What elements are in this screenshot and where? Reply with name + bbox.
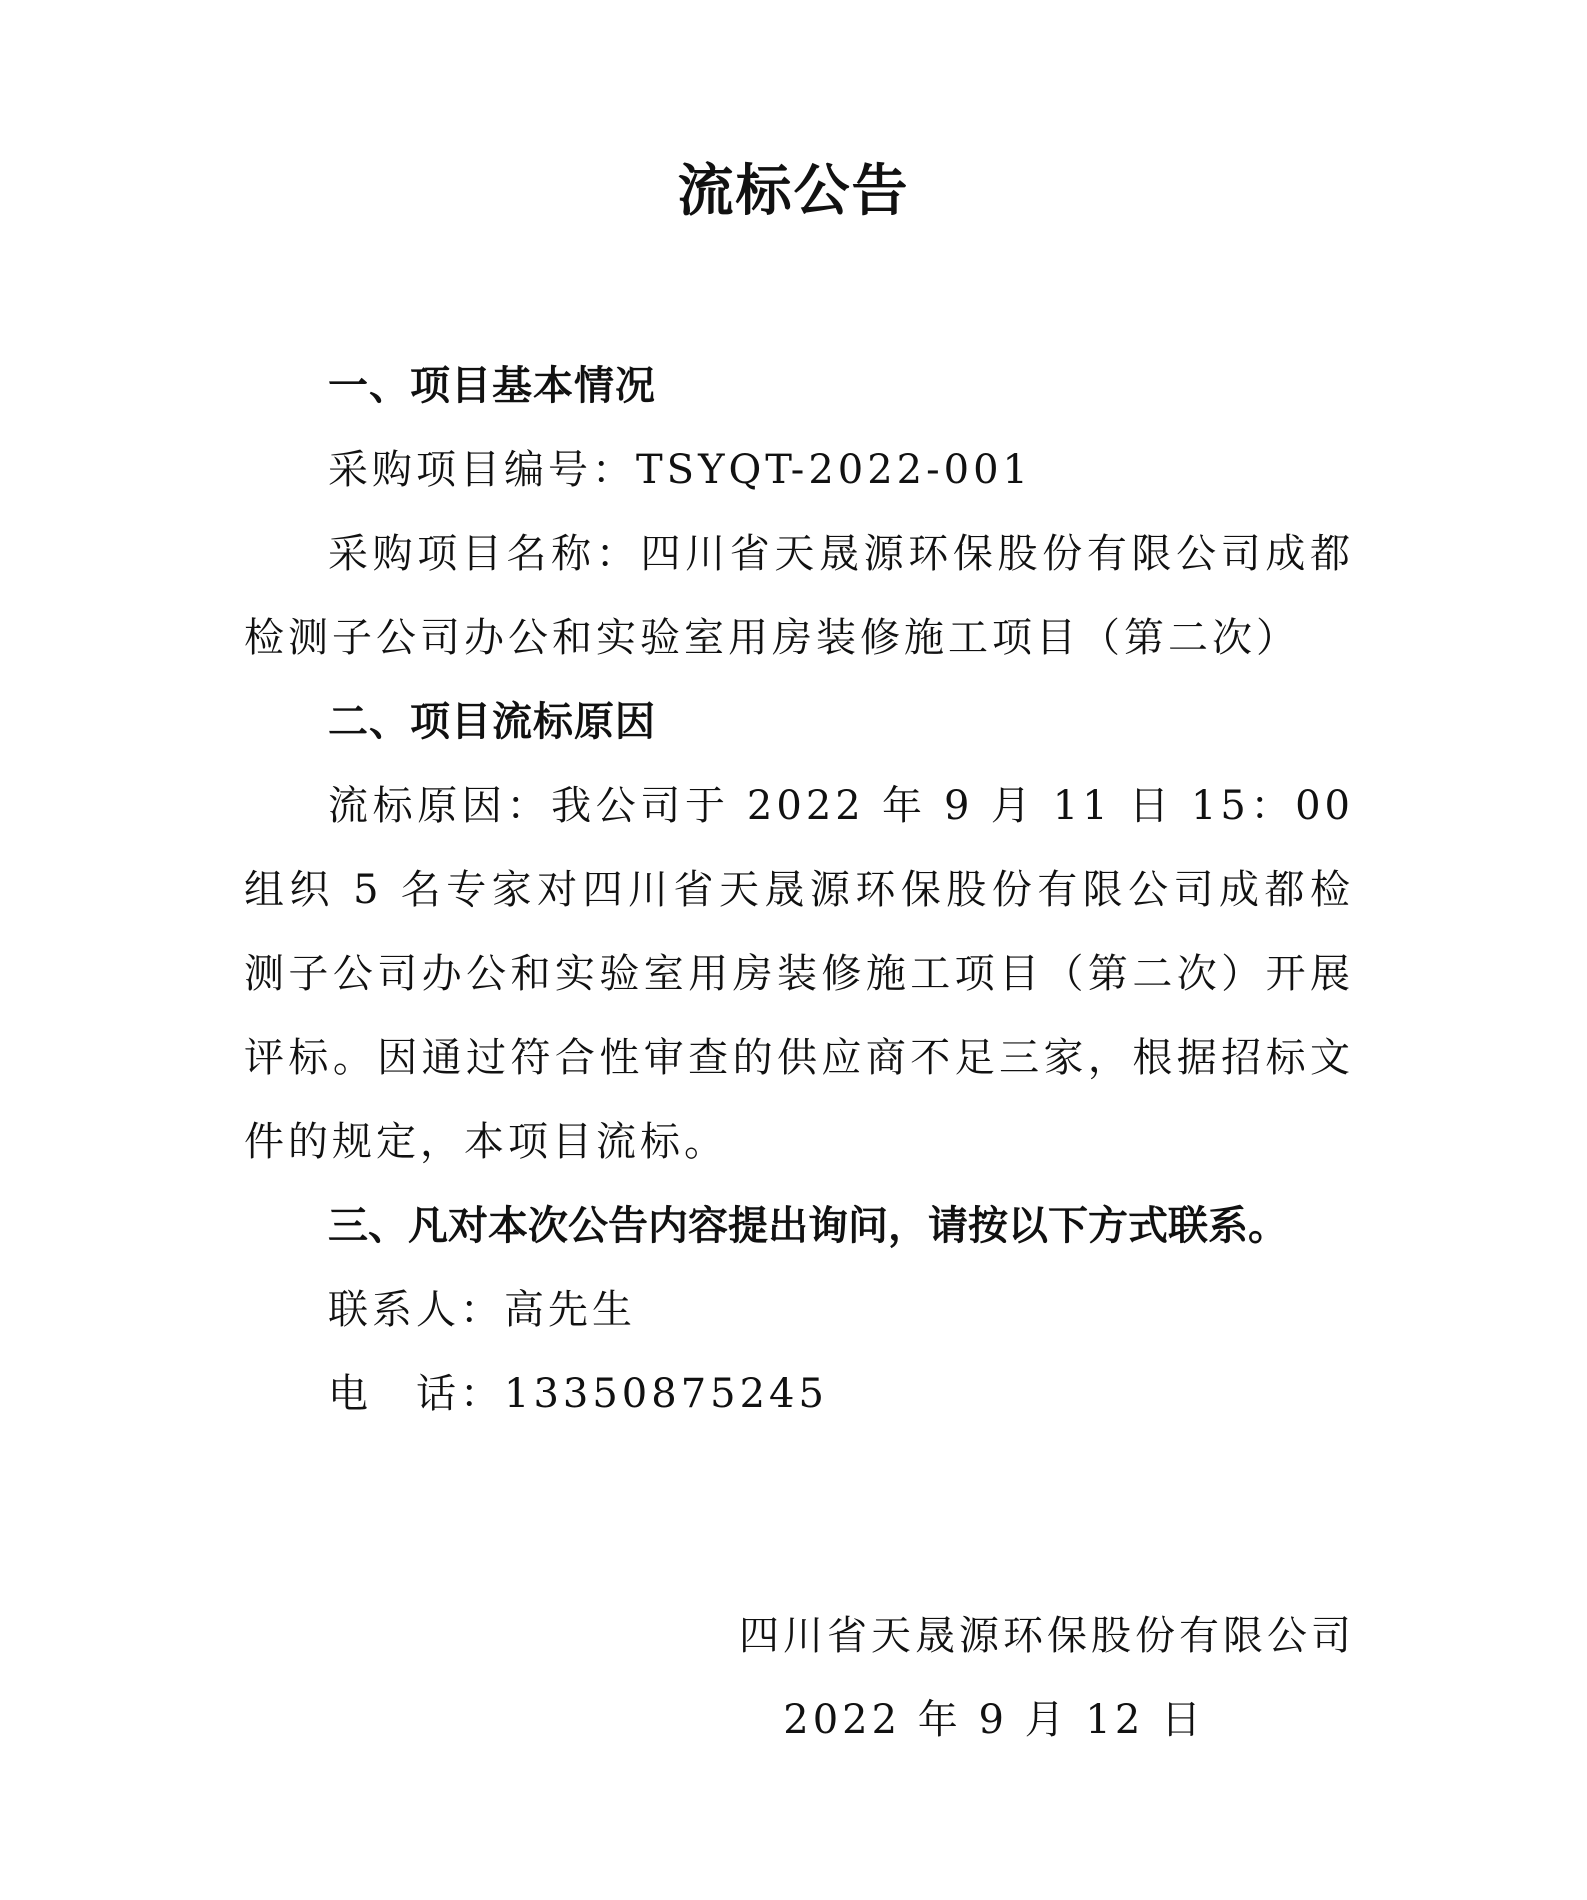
project-name: 采购项目名称：四川省天晟源环保股份有限公司成都检测子公司办公和实验室用房装修施工项目（第二次） — [244, 531, 1354, 661]
failure-reason-paragraph: 流标原因：我公司于 2022 年 9 月 11 日 15：00 组织 5 名专家对四川省天晟源环保股份有限公司成都检测子公司办公和实验室用房装修施工项目（第二次）开展评标。因通过符合性审查的供应商不足三家，根据招标文件的规定，本项目流标。 — [244, 783, 1354, 1165]
signature-block — [739, 1594, 1355, 1762]
document-body — [244, 344, 1354, 1436]
signature-company: 四川省天晟源环保股份有限公司 — [739, 1613, 1355, 1659]
page-title: 流标公告 — [677, 159, 910, 224]
contact-phone: 电 话：13350875245 — [328, 1371, 828, 1417]
contact-person: 联系人：高先生 — [328, 1287, 636, 1333]
signature-date: 2022 年 9 月 12 日 — [783, 1697, 1205, 1743]
section-heading-basic-info: 一、项目基本情况 — [328, 363, 656, 409]
section-heading-contact: 三、凡对本次公告内容提出询问，请按以下方式联系。 — [328, 1203, 1288, 1249]
section-heading-failure-reason: 二、项目流标原因 — [328, 699, 656, 745]
project-number: 采购项目编号：TSYQT-2022-001 — [328, 447, 1032, 493]
